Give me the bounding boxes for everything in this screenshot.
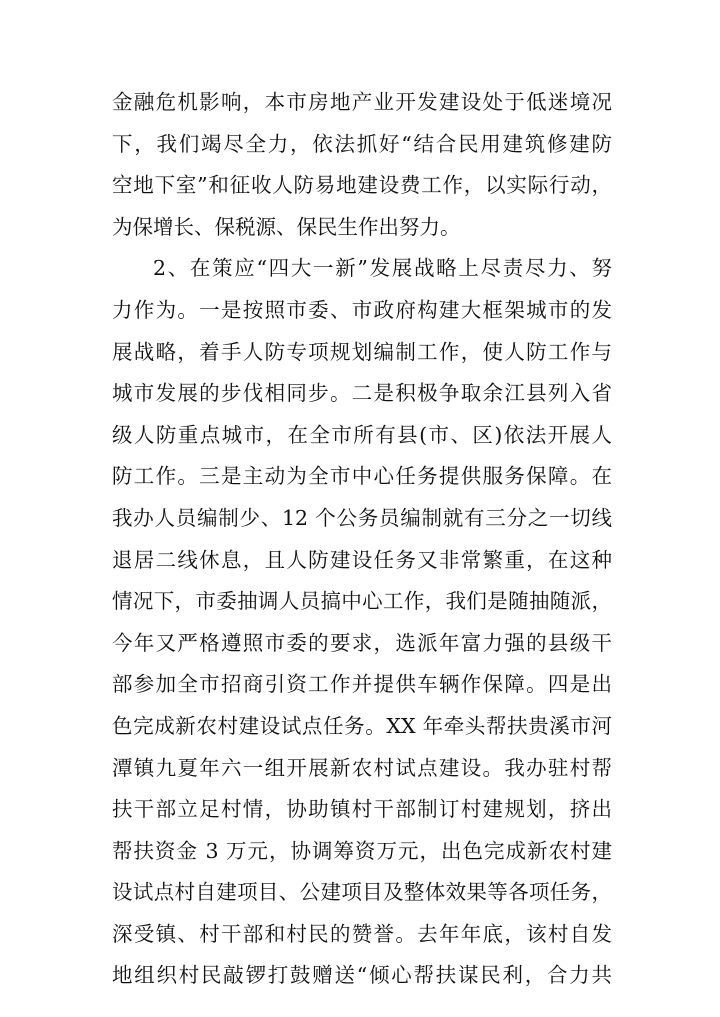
text-line: 潭镇九夏年六一组开展新农村试点建设。我办驻村帮 xyxy=(112,755,612,780)
text-line: 部参加全市招商引资工作并提供车辆作保障。四是出 xyxy=(112,672,612,697)
text-line: 级人防重点城市，在全市所有县(市、区)依法开展人 xyxy=(112,422,612,447)
text-line: 今年又严格遵照市委的要求，选派年富力强的县级干 xyxy=(112,630,612,655)
text-line: 我办人员编制少、12 个公务员编制就有三分之一切线 xyxy=(112,505,612,530)
paragraph-2 xyxy=(112,248,612,997)
text-line: 为保增长、保税源、保民生作出努力。 xyxy=(112,214,461,239)
text-line: 城市发展的步伐相同步。二是积极争取余江县列入省 xyxy=(112,381,612,406)
text-line: 2、在策应“四大一新”发展战略上尽责尽力、努 xyxy=(153,256,612,281)
text-line: 色完成新农村建设试点任务。XX 年牵头帮扶贵溪市河 xyxy=(112,713,612,738)
text-line: 展战略，着手人防专项规划编制工作，使人防工作与 xyxy=(112,339,612,364)
text-line: 深受镇、村干部和村民的赞誉。去年年底，该村自发 xyxy=(112,921,612,946)
text-line: 帮扶资金 3 万元，协调筹资万元，出色完成新农村建 xyxy=(112,838,612,863)
body-text xyxy=(112,82,612,997)
text-line: 下，我们竭尽全力，依法抓好“结合民用建筑修建防 xyxy=(112,131,612,156)
text-line: 退居二线休息，且人防建设任务又非常繁重，在这种 xyxy=(112,547,612,572)
text-line: 情况下，市委抽调人员搞中心工作，我们是随抽随派， xyxy=(112,589,612,614)
text-line: 防工作。三是主动为全市中心任务提供服务保障。在 xyxy=(112,464,612,489)
text-line: 金融危机影响，本市房地产业开发建设处于低迷境况 xyxy=(112,90,612,114)
text-line: 设试点村自建项目、公建项目及整体效果等各项任务， xyxy=(112,880,612,905)
paragraph-1 xyxy=(112,82,612,248)
text-line: 扶干部立足村情，协助镇村干部制订村建规划，挤出 xyxy=(112,797,612,822)
text-line: 空地下室”和征收人防易地建设费工作，以实际行动， xyxy=(112,173,612,198)
text-line: 地组织村民敲锣打鼓赠送“倾心帮扶谋民利，合力共 xyxy=(112,963,612,988)
text-line: 力作为。一是按照市委、市政府构建大框架城市的发 xyxy=(112,297,612,322)
